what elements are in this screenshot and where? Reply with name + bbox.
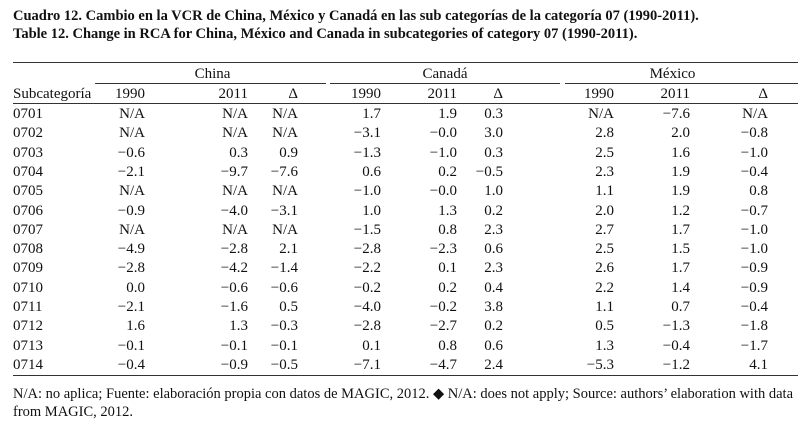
- cell-mexico-2011: 1.9: [671, 183, 690, 200]
- cell-mexico-delta: −0.9: [740, 279, 768, 296]
- row-label: 0708: [13, 241, 43, 258]
- group-rule-mexico: [565, 83, 798, 84]
- cell-china-delta: −0.5: [270, 356, 298, 373]
- cell-china-delta: 0.5: [279, 299, 298, 315]
- cell-mexico-delta: N/A: [742, 106, 768, 122]
- cell-mexico-1990: 1.3: [595, 337, 614, 354]
- cell-china-2011: −1.6: [220, 299, 248, 315]
- cell-canada-1990: −1.3: [353, 144, 381, 161]
- cell-china-delta: N/A: [272, 106, 298, 122]
- cell-china-1990: −2.1: [117, 299, 145, 315]
- cell-canada-2011: −0.0: [429, 125, 457, 142]
- cell-china-delta: 0.9: [279, 144, 298, 161]
- cell-china-delta: 2.1: [279, 241, 298, 258]
- row-label: 0705: [13, 183, 43, 200]
- cell-mexico-delta: −0.7: [740, 202, 768, 219]
- cell-china-2011: −0.6: [220, 279, 248, 296]
- cell-china-1990: 0.0: [126, 279, 145, 296]
- cell-canada-delta: 2.3: [484, 221, 503, 238]
- cell-china-1990: −0.6: [117, 144, 145, 161]
- cell-mexico-delta: −1.0: [740, 144, 768, 161]
- cell-mexico-delta: −0.8: [740, 125, 768, 142]
- cell-china-delta: N/A: [272, 125, 298, 142]
- cell-canada-1990: 1.7: [362, 106, 381, 122]
- column-header-china-1990: 1990: [115, 86, 145, 102]
- column-header-canada-2011: 2011: [427, 86, 457, 102]
- cell-mexico-2011: 1.2: [671, 202, 690, 219]
- cell-mexico-1990: 2.6: [595, 260, 614, 277]
- cell-china-2011: −2.8: [220, 241, 248, 258]
- row-label: 0709: [13, 260, 43, 277]
- row-label: 0714: [13, 356, 43, 373]
- cell-mexico-1990: 1.1: [595, 183, 614, 200]
- cell-mexico-2011: −1.2: [662, 356, 690, 373]
- cell-canada-delta: 2.3: [484, 260, 503, 277]
- cell-mexico-2011: 2.0: [671, 125, 690, 142]
- table-title-spanish: Cuadro 12. Cambio en la VCR de China, México y Canadá en las sub categorías de la categoría 07 (1990-2011).: [13, 8, 699, 24]
- cell-canada-delta: 3.8: [484, 299, 503, 315]
- row-label: 0704: [13, 163, 43, 180]
- cell-canada-1990: −4.0: [353, 299, 381, 315]
- cell-china-2011: −0.9: [220, 356, 248, 373]
- group-header-china: China: [194, 66, 231, 82]
- cell-china-1990: 1.6: [126, 318, 145, 335]
- cell-canada-2011: −4.7: [429, 356, 457, 373]
- cell-canada-1990: −7.1: [353, 356, 381, 373]
- cell-mexico-delta: −1.0: [740, 221, 768, 238]
- cell-china-delta: N/A: [272, 183, 298, 200]
- cell-canada-1990: −1.0: [353, 183, 381, 200]
- group-header-mexico: México: [649, 66, 696, 82]
- row-label: 0701: [13, 106, 43, 122]
- cell-china-1990: N/A: [119, 125, 145, 142]
- bottom-rule: [13, 375, 798, 376]
- cell-china-2011: 1.3: [229, 318, 248, 335]
- cell-mexico-1990: 0.5: [595, 318, 614, 335]
- cell-china-1990: N/A: [119, 221, 145, 238]
- cell-china-2011: N/A: [222, 221, 248, 238]
- cell-china-2011: N/A: [222, 106, 248, 122]
- cell-canada-2011: −0.2: [429, 299, 457, 315]
- cell-mexico-2011: −1.3: [662, 318, 690, 335]
- cell-mexico-delta: −1.8: [740, 318, 768, 335]
- row-label: 0713: [13, 337, 43, 354]
- column-header-mexico-1990: 1990: [584, 86, 614, 102]
- cell-mexico-delta: −1.0: [740, 241, 768, 258]
- group-rule-canada: [330, 83, 560, 84]
- cell-canada-delta: 2.4: [484, 356, 503, 373]
- cell-mexico-2011: −7.6: [662, 106, 690, 122]
- row-label: 0702: [13, 125, 43, 142]
- cell-china-delta: −7.6: [270, 163, 298, 180]
- cell-china-2011: N/A: [222, 125, 248, 142]
- cell-canada-delta: −0.5: [475, 163, 503, 180]
- column-header-mexico-2011: 2011: [660, 86, 690, 102]
- column-header-china-delta: Δ: [288, 86, 298, 102]
- cell-mexico-delta: −0.4: [740, 299, 768, 315]
- group-header-canada: Canadá: [422, 66, 468, 82]
- cell-canada-delta: 3.0: [484, 125, 503, 142]
- cell-canada-delta: 0.6: [484, 241, 503, 258]
- column-header-canada-delta: Δ: [493, 86, 503, 102]
- cell-china-2011: 0.3: [229, 144, 248, 161]
- cell-canada-2011: 0.2: [438, 279, 457, 296]
- cell-mexico-1990: 2.5: [595, 241, 614, 258]
- cell-mexico-1990: 1.1: [595, 299, 614, 315]
- cell-canada-delta: 0.3: [484, 144, 503, 161]
- cell-canada-2011: 0.8: [438, 337, 457, 354]
- cell-mexico-2011: 1.9: [671, 163, 690, 180]
- cell-china-1990: N/A: [119, 183, 145, 200]
- cell-canada-1990: 1.0: [362, 202, 381, 219]
- cell-china-2011: N/A: [222, 183, 248, 200]
- row-label: 0707: [13, 221, 43, 238]
- row-label: 0706: [13, 202, 43, 219]
- cell-canada-delta: 0.2: [484, 318, 503, 335]
- cell-china-delta: −1.4: [270, 260, 298, 277]
- cell-mexico-1990: 2.5: [595, 144, 614, 161]
- cell-mexico-delta: −0.4: [740, 163, 768, 180]
- cell-mexico-2011: 1.4: [671, 279, 690, 296]
- cell-mexico-1990: 2.2: [595, 279, 614, 296]
- cell-canada-1990: 0.6: [362, 163, 381, 180]
- column-header-canada-1990: 1990: [351, 86, 381, 102]
- cell-canada-delta: 1.0: [484, 183, 503, 200]
- cell-mexico-2011: 0.7: [671, 299, 690, 315]
- cell-china-1990: N/A: [119, 106, 145, 122]
- column-header-subcategory: Subcategoría: [13, 86, 92, 102]
- cell-china-1990: −0.9: [117, 202, 145, 219]
- cell-canada-2011: 1.9: [438, 106, 457, 122]
- header-rule: [13, 103, 798, 104]
- cell-canada-delta: 0.6: [484, 337, 503, 354]
- cell-china-delta: N/A: [272, 221, 298, 238]
- cell-canada-2011: −2.7: [429, 318, 457, 335]
- table-title-english: Table 12. Change in RCA for China, México and Canada in subcategories of category 07 (1990-2011).: [13, 26, 638, 42]
- cell-china-1990: −4.9: [117, 241, 145, 258]
- cell-china-2011: −4.2: [220, 260, 248, 277]
- cell-mexico-2011: 1.7: [671, 221, 690, 238]
- cell-canada-2011: −1.0: [429, 144, 457, 161]
- cell-mexico-2011: 1.6: [671, 144, 690, 161]
- cell-canada-1990: −2.8: [353, 241, 381, 258]
- cell-canada-delta: 0.4: [484, 279, 503, 296]
- cell-mexico-1990: 2.3: [595, 163, 614, 180]
- cell-mexico-1990: N/A: [588, 106, 614, 122]
- cell-mexico-2011: 1.7: [671, 260, 690, 277]
- row-label: 0703: [13, 144, 43, 161]
- cell-china-delta: −0.6: [270, 279, 298, 296]
- cell-china-1990: −0.4: [117, 356, 145, 373]
- cell-canada-1990: −2.8: [353, 318, 381, 335]
- table-footnote: N/A: no aplica; Fuente: elaboración propia con datos de MAGIC, 2012. ◆ N/A: does not apply; Source: authors’ elaboration with data from MAGIC, 2012.: [13, 386, 794, 420]
- column-header-china-2011: 2011: [218, 86, 248, 102]
- top-rule: [13, 62, 798, 63]
- cell-canada-1990: −0.2: [353, 279, 381, 296]
- row-label: 0710: [13, 279, 43, 296]
- cell-canada-2011: 1.3: [438, 202, 457, 219]
- cell-china-2011: −4.0: [220, 202, 248, 219]
- row-label: 0712: [13, 318, 43, 335]
- cell-china-1990: −0.1: [117, 337, 145, 354]
- cell-canada-2011: 0.1: [438, 260, 457, 277]
- cell-china-2011: −9.7: [220, 163, 248, 180]
- cell-mexico-delta: 4.1: [749, 356, 768, 373]
- cell-canada-2011: −0.0: [429, 183, 457, 200]
- cell-mexico-delta: −0.9: [740, 260, 768, 277]
- cell-mexico-1990: 2.8: [595, 125, 614, 142]
- cell-china-1990: −2.8: [117, 260, 145, 277]
- cell-china-2011: −0.1: [220, 337, 248, 354]
- cell-mexico-1990: 2.0: [595, 202, 614, 219]
- cell-canada-2011: −2.3: [429, 241, 457, 258]
- cell-mexico-2011: 1.5: [671, 241, 690, 258]
- cell-mexico-delta: 0.8: [749, 183, 768, 200]
- cell-canada-2011: 0.2: [438, 163, 457, 180]
- cell-canada-2011: 0.8: [438, 221, 457, 238]
- cell-china-delta: −0.3: [270, 318, 298, 335]
- cell-mexico-1990: 2.7: [595, 221, 614, 238]
- column-header-mexico-delta: Δ: [758, 86, 768, 102]
- cell-china-delta: −3.1: [270, 202, 298, 219]
- cell-canada-delta: 0.3: [484, 106, 503, 122]
- cell-canada-1990: 0.1: [362, 337, 381, 354]
- cell-mexico-delta: −1.7: [740, 337, 768, 354]
- group-rule-china: [95, 83, 326, 84]
- row-label: 0711: [13, 299, 43, 315]
- cell-canada-1990: −1.5: [353, 221, 381, 238]
- cell-canada-delta: 0.2: [484, 202, 503, 219]
- cell-canada-1990: −3.1: [353, 125, 381, 142]
- cell-china-1990: −2.1: [117, 163, 145, 180]
- cell-canada-1990: −2.2: [353, 260, 381, 277]
- cell-mexico-1990: −5.3: [586, 356, 614, 373]
- cell-mexico-2011: −0.4: [662, 337, 690, 354]
- cell-china-delta: −0.1: [270, 337, 298, 354]
